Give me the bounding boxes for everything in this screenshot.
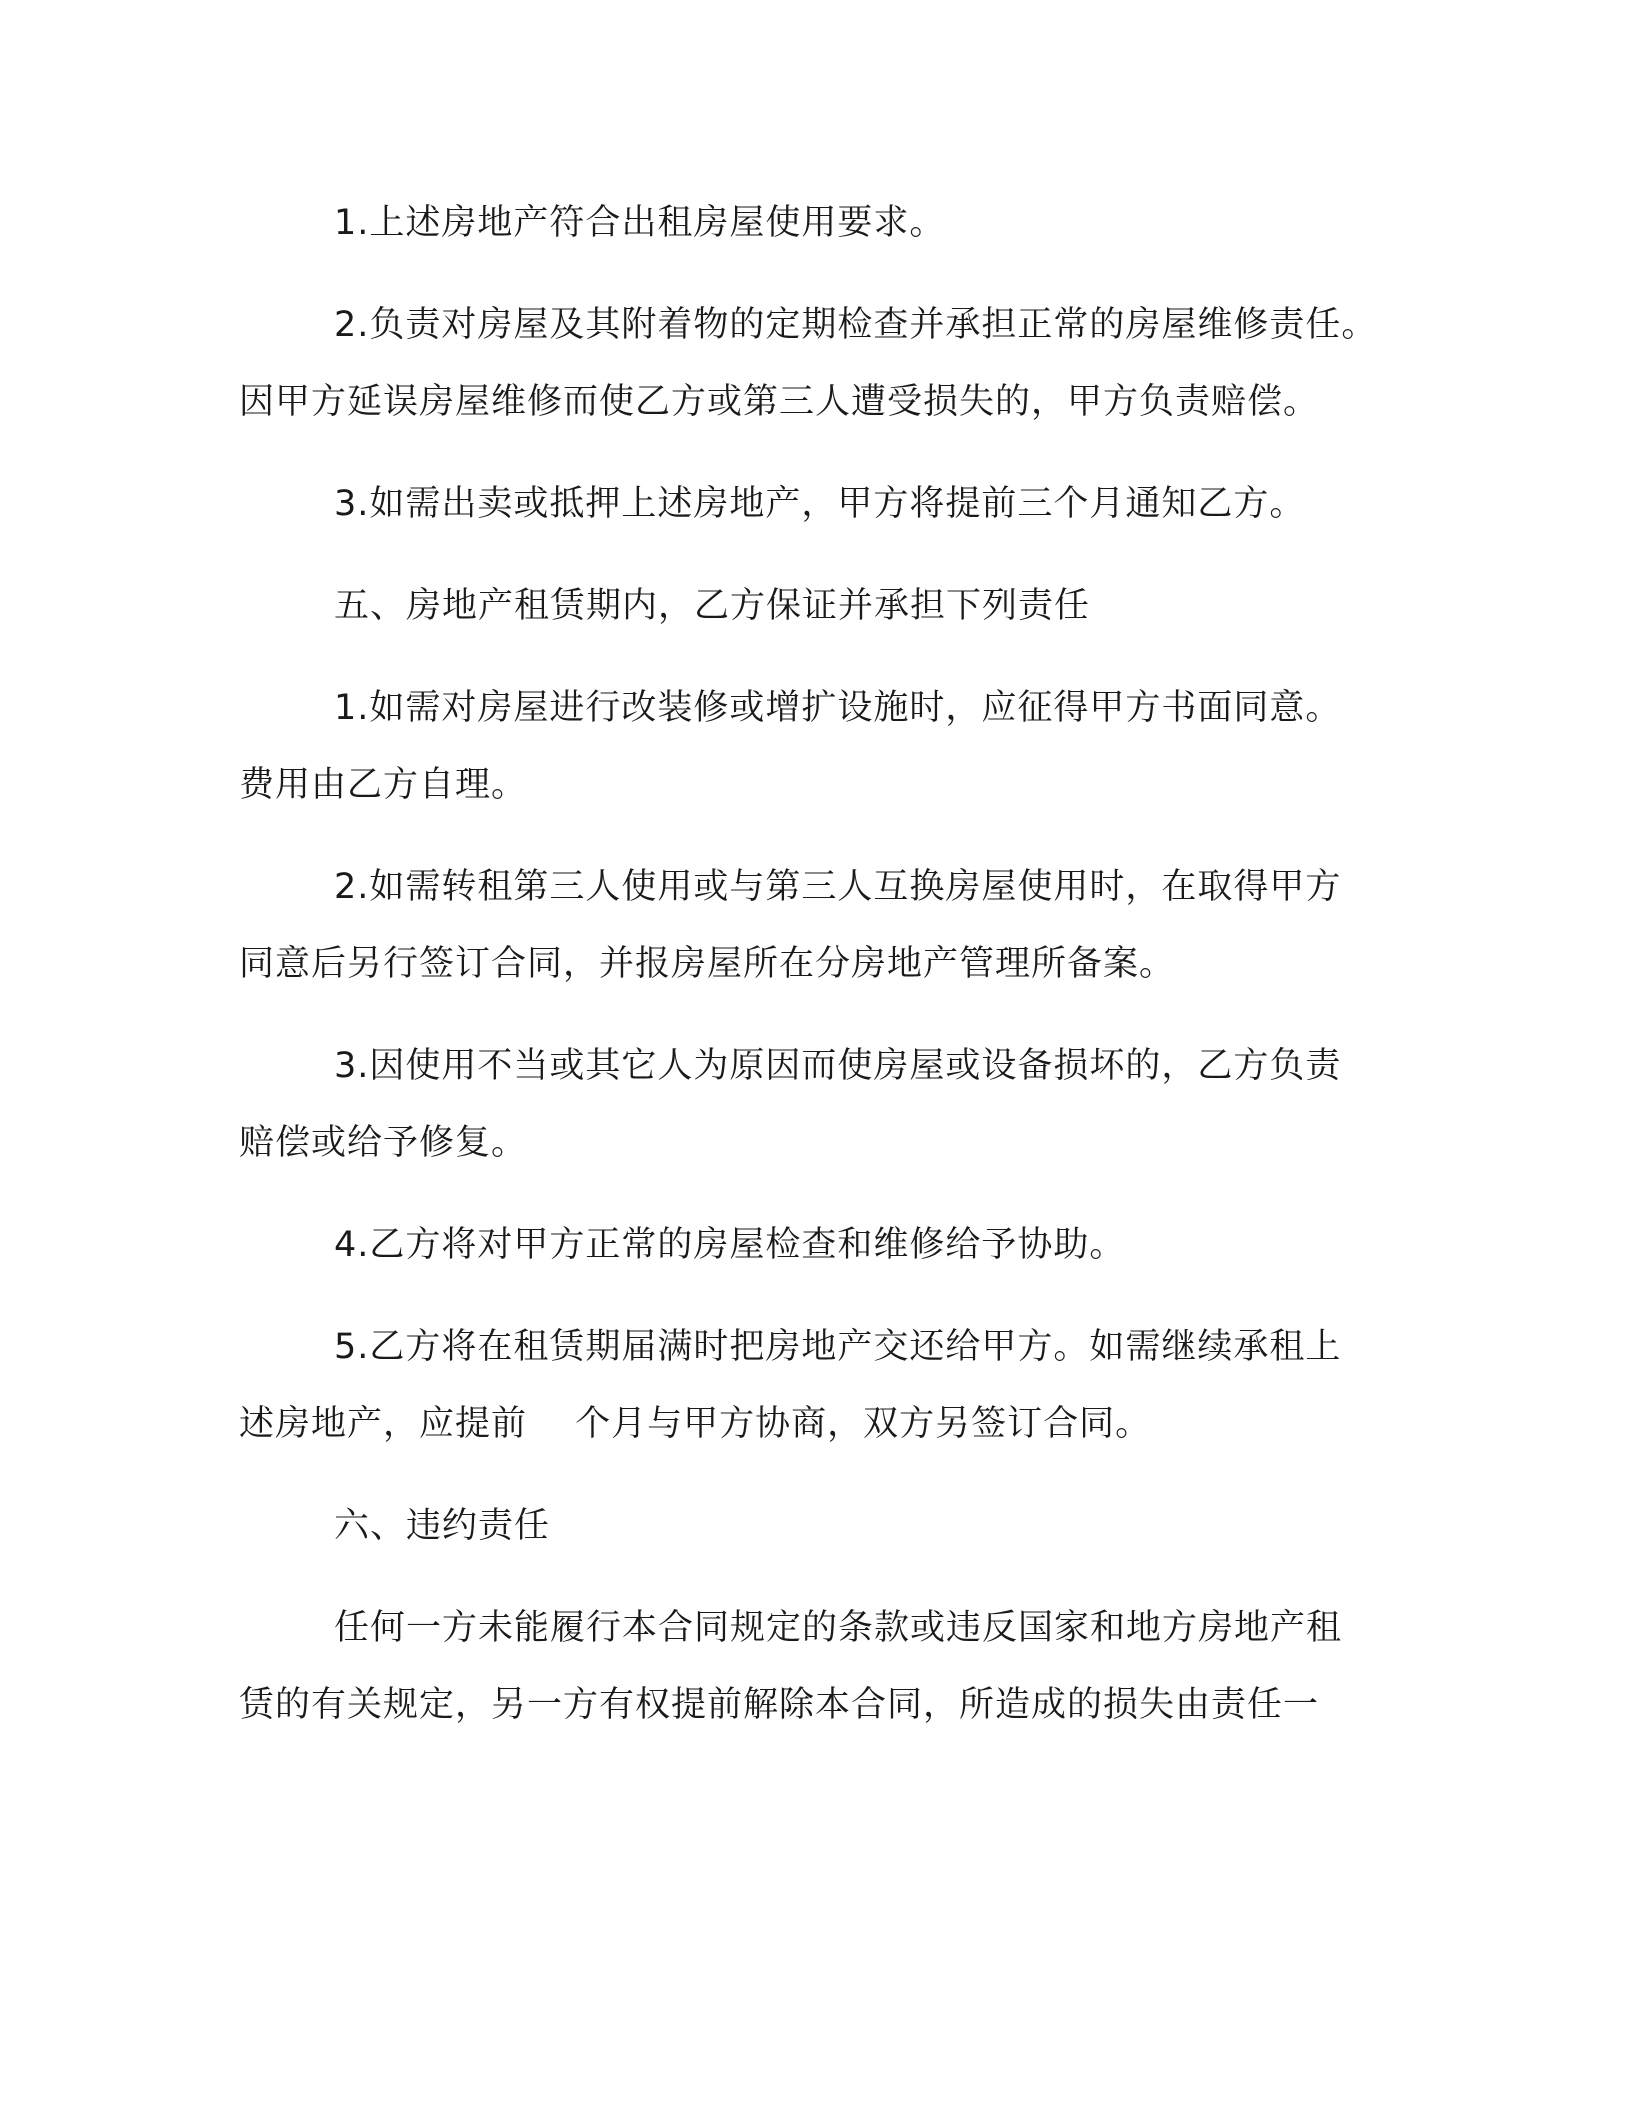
- text-line: 赔偿或给予修复。: [239, 1123, 528, 1163]
- document-body: [239, 185, 1399, 1769]
- text-line: 3.因使用不当或其它人为原因而使房屋或设备损坏的，乙方负责: [334, 1046, 1342, 1086]
- text-line: 赁的有关规定，另一方有权提前解除本合同，所造成的损失由责任一: [239, 1685, 1320, 1725]
- text-line: 费用由乙方自理。: [239, 765, 528, 805]
- text-line: 述房地产，应提前 个月与甲方协商，双方另签订合同。: [239, 1404, 1152, 1444]
- text-line: 1.如需对房屋进行改装修或增扩设施时，应征得甲方书面同意。: [334, 688, 1342, 728]
- paragraph-tenant-duty-5: [239, 1309, 1399, 1463]
- paragraph-tenant-duty-2: [239, 849, 1399, 1003]
- text-line: 2.负责对房屋及其附着物的定期检查并承担正常的房屋维修责任。: [334, 305, 1378, 345]
- section-heading-tenant-duties: [239, 568, 1399, 645]
- text-line: 五、房地产租赁期内，乙方保证并承担下列责任: [334, 586, 1091, 626]
- text-line: 六、违约责任: [334, 1506, 551, 1546]
- paragraph-landlord-duty-1: [239, 185, 1399, 262]
- text-line: 同意后另行签订合同，并报房屋所在分房地产管理所备案。: [239, 944, 1176, 984]
- paragraph-landlord-duty-3: [239, 466, 1399, 543]
- text-line: 3.如需出卖或抵押上述房地产，甲方将提前三个月通知乙方。: [334, 484, 1306, 524]
- text-line: 任何一方未能履行本合同规定的条款或违反国家和地方房地产租: [334, 1608, 1343, 1648]
- text-line: 2.如需转租第三人使用或与第三人互换房屋使用时，在取得甲方: [334, 867, 1342, 907]
- text-line: 1.上述房地产符合出租房屋使用要求。: [334, 203, 946, 243]
- paragraph-breach-liability: [239, 1590, 1399, 1744]
- text-line: 4.乙方将对甲方正常的房屋检查和维修给予协助。: [334, 1225, 1126, 1265]
- text-line: 因甲方延误房屋维修而使乙方或第三人遭受损失的，甲方负责赔偿。: [239, 382, 1320, 422]
- section-heading-breach-liability: [239, 1488, 1399, 1565]
- paragraph-landlord-duty-2: [239, 287, 1399, 441]
- text-line: 5.乙方将在租赁期届满时把房地产交还给甲方。如需继续承租上: [334, 1327, 1342, 1367]
- paragraph-tenant-duty-4: [239, 1207, 1399, 1284]
- paragraph-tenant-duty-1: [239, 670, 1399, 824]
- paragraph-tenant-duty-3: [239, 1028, 1399, 1182]
